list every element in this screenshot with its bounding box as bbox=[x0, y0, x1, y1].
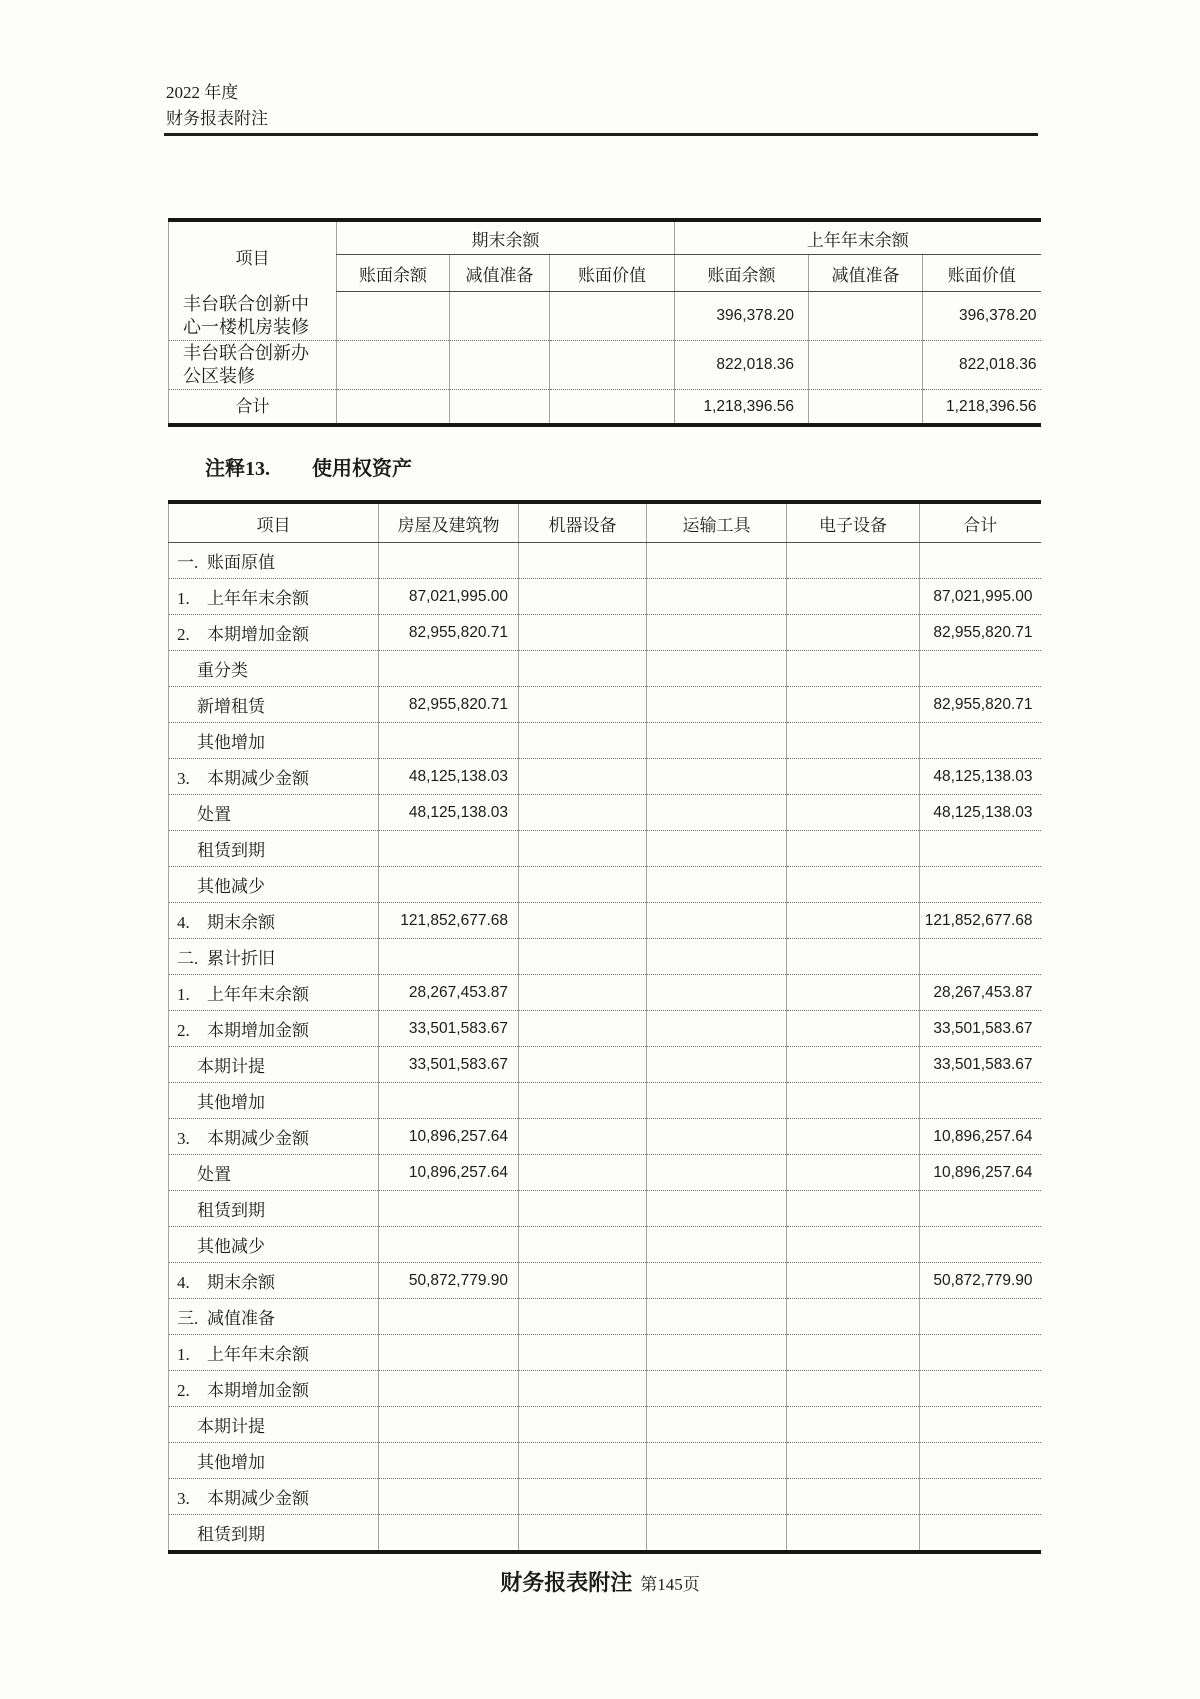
table-row bbox=[169, 1119, 1041, 1155]
column-header-book-balance: 账面余额 bbox=[675, 255, 809, 292]
row-label: 合计 bbox=[169, 390, 337, 426]
row-label-text: 上年年末余额 bbox=[207, 1345, 309, 1364]
table-row bbox=[169, 292, 1041, 341]
row-label-text: 减值准备 bbox=[207, 1309, 275, 1328]
amount-cell bbox=[379, 867, 519, 903]
row-number: 2. bbox=[177, 1021, 190, 1040]
footer-page-number: 第145页 bbox=[640, 1575, 700, 1594]
right-of-use-assets-table bbox=[168, 500, 1041, 1554]
amount-cell bbox=[450, 390, 550, 426]
table-row bbox=[169, 615, 1041, 651]
amount-cell: 10,896,257.64 bbox=[379, 1155, 519, 1191]
row-label-text: 本期减少金额 bbox=[207, 1129, 309, 1148]
table-row bbox=[169, 1443, 1041, 1479]
amount-cell bbox=[787, 1299, 920, 1335]
amount-cell: 10,896,257.64 bbox=[920, 1119, 1041, 1155]
amount-cell: 82,955,820.71 bbox=[379, 615, 519, 651]
amount-cell bbox=[647, 651, 787, 687]
table-row bbox=[169, 687, 1041, 723]
header-doc-title: 财务报表附注 bbox=[166, 109, 268, 128]
amount-cell: 28,267,453.87 bbox=[920, 975, 1041, 1011]
row-label bbox=[169, 1371, 379, 1407]
table-row bbox=[169, 795, 1041, 831]
amount-cell bbox=[787, 651, 920, 687]
amount-cell bbox=[519, 939, 647, 975]
column-header-book-value: 账面价值 bbox=[923, 255, 1041, 292]
amount-cell bbox=[647, 1191, 787, 1227]
amount-cell bbox=[519, 1407, 647, 1443]
row-label-text: 其他减少 bbox=[197, 877, 265, 896]
row-label-text: 其他增加 bbox=[197, 1093, 265, 1112]
amount-cell bbox=[809, 292, 923, 341]
table-row-total bbox=[169, 390, 1041, 426]
table-header-row bbox=[169, 220, 1041, 255]
row-label bbox=[169, 1227, 379, 1263]
row-label-text: 期末余额 bbox=[207, 913, 275, 932]
table-row bbox=[169, 867, 1041, 903]
row-label-text: 账面原值 bbox=[207, 553, 275, 572]
amount-cell bbox=[920, 831, 1041, 867]
amount-cell bbox=[787, 687, 920, 723]
table-row bbox=[169, 1335, 1041, 1371]
amount-cell: 87,021,995.00 bbox=[920, 579, 1041, 615]
amount-cell: 822,018.36 bbox=[675, 341, 809, 390]
summary-table-header bbox=[169, 220, 1041, 292]
row-label bbox=[169, 1407, 379, 1443]
row-label-text: 重分类 bbox=[197, 661, 248, 680]
row-label-text: 本期增加金额 bbox=[207, 625, 309, 644]
table-header-row bbox=[169, 502, 1041, 543]
amount-cell: 48,125,138.03 bbox=[920, 759, 1041, 795]
amount-cell bbox=[647, 1407, 787, 1443]
row-number: 三. bbox=[177, 1309, 199, 1328]
amount-cell bbox=[647, 867, 787, 903]
amount-cell bbox=[450, 292, 550, 341]
amount-cell bbox=[920, 939, 1041, 975]
column-header-machinery: 机器设备 bbox=[519, 502, 647, 543]
amount-cell bbox=[920, 1371, 1041, 1407]
column-group-ending-balance: 期末余额 bbox=[337, 220, 675, 255]
amount-cell bbox=[647, 1371, 787, 1407]
amount-cell bbox=[519, 867, 647, 903]
amount-cell: 33,501,583.67 bbox=[920, 1011, 1041, 1047]
column-header-book-balance: 账面余额 bbox=[337, 255, 450, 292]
amount-cell bbox=[920, 1191, 1041, 1227]
table-row bbox=[169, 975, 1041, 1011]
amount-cell bbox=[379, 1335, 519, 1371]
amount-cell bbox=[920, 1407, 1041, 1443]
row-label bbox=[169, 1011, 379, 1047]
amount-cell bbox=[550, 390, 675, 426]
amount-cell bbox=[519, 1299, 647, 1335]
amount-cell bbox=[379, 1407, 519, 1443]
note-title: 使用权资产 bbox=[312, 458, 412, 480]
amount-cell: 121,852,677.68 bbox=[920, 903, 1041, 939]
amount-cell bbox=[647, 543, 787, 579]
amount-cell bbox=[519, 1011, 647, 1047]
amount-cell bbox=[550, 341, 675, 390]
amount-cell bbox=[920, 1443, 1041, 1479]
amount-cell bbox=[450, 341, 550, 390]
column-header-item: 项目 bbox=[169, 502, 379, 543]
row-label: 丰台联合创新办公区装修 bbox=[169, 341, 337, 390]
amount-cell: 33,501,583.67 bbox=[379, 1011, 519, 1047]
amount-cell bbox=[920, 1227, 1041, 1263]
amount-cell bbox=[519, 1335, 647, 1371]
row-label-text: 处置 bbox=[197, 1165, 231, 1184]
amount-cell bbox=[787, 867, 920, 903]
header-rule bbox=[164, 133, 1038, 136]
row-label bbox=[169, 795, 379, 831]
table-row bbox=[169, 1407, 1041, 1443]
row-label bbox=[169, 1263, 379, 1299]
amount-cell bbox=[787, 543, 920, 579]
row-number: 3. bbox=[177, 769, 190, 788]
amount-cell bbox=[519, 831, 647, 867]
column-header-vehicles: 运输工具 bbox=[647, 502, 787, 543]
table-row bbox=[169, 1371, 1041, 1407]
note-heading bbox=[205, 452, 412, 481]
row-label bbox=[169, 831, 379, 867]
amount-cell bbox=[519, 903, 647, 939]
page-footer bbox=[0, 1566, 1200, 1597]
amount-cell bbox=[647, 1119, 787, 1155]
column-header-total: 合计 bbox=[920, 502, 1041, 543]
amount-cell bbox=[920, 867, 1041, 903]
amount-cell bbox=[647, 975, 787, 1011]
amount-cell bbox=[920, 1335, 1041, 1371]
amount-cell bbox=[519, 795, 647, 831]
row-label-text: 租赁到期 bbox=[197, 1201, 265, 1220]
row-label bbox=[169, 1047, 379, 1083]
amount-cell bbox=[337, 292, 450, 341]
amount-cell: 82,955,820.71 bbox=[920, 687, 1041, 723]
row-number: 二. bbox=[177, 949, 199, 968]
amount-cell bbox=[787, 1155, 920, 1191]
assets-table-body bbox=[169, 543, 1041, 1553]
amount-cell bbox=[787, 723, 920, 759]
column-header-impairment: 减值准备 bbox=[450, 255, 550, 292]
row-label bbox=[169, 759, 379, 795]
table-row bbox=[169, 723, 1041, 759]
amount-cell bbox=[379, 651, 519, 687]
amount-cell bbox=[787, 939, 920, 975]
table-row bbox=[169, 1299, 1041, 1335]
amount-cell bbox=[787, 1479, 920, 1515]
row-label-text: 本期增加金额 bbox=[207, 1381, 309, 1400]
table-row bbox=[169, 1263, 1041, 1299]
amount-cell bbox=[519, 1371, 647, 1407]
amount-cell bbox=[920, 543, 1041, 579]
page-header bbox=[166, 80, 268, 132]
amount-cell bbox=[379, 1479, 519, 1515]
amount-cell bbox=[647, 1479, 787, 1515]
amount-cell bbox=[647, 903, 787, 939]
amount-cell bbox=[647, 1227, 787, 1263]
amount-cell bbox=[647, 1515, 787, 1553]
amount-cell bbox=[519, 615, 647, 651]
table-row bbox=[169, 1227, 1041, 1263]
amount-cell bbox=[519, 1227, 647, 1263]
amount-cell bbox=[379, 831, 519, 867]
amount-cell: 82,955,820.71 bbox=[379, 687, 519, 723]
amount-cell bbox=[379, 543, 519, 579]
amount-cell bbox=[787, 579, 920, 615]
amount-cell: 48,125,138.03 bbox=[920, 795, 1041, 831]
amount-cell bbox=[787, 1335, 920, 1371]
amount-cell bbox=[550, 292, 675, 341]
amount-cell bbox=[647, 1155, 787, 1191]
amount-cell bbox=[519, 687, 647, 723]
amount-cell bbox=[647, 615, 787, 651]
amount-cell bbox=[379, 1227, 519, 1263]
amount-cell bbox=[519, 1119, 647, 1155]
amount-cell bbox=[519, 1047, 647, 1083]
row-number: 1. bbox=[177, 1345, 190, 1364]
amount-cell: 396,378.20 bbox=[923, 292, 1041, 341]
amount-cell bbox=[337, 341, 450, 390]
amount-cell bbox=[647, 1263, 787, 1299]
amount-cell bbox=[379, 939, 519, 975]
amount-cell bbox=[519, 1155, 647, 1191]
row-label bbox=[169, 1479, 379, 1515]
amount-cell bbox=[379, 1083, 519, 1119]
amount-cell: 28,267,453.87 bbox=[379, 975, 519, 1011]
row-label bbox=[169, 867, 379, 903]
column-group-prior-year-balance: 上年年末余额 bbox=[675, 220, 1041, 255]
row-number: 1. bbox=[177, 985, 190, 1004]
amount-cell: 50,872,779.90 bbox=[920, 1263, 1041, 1299]
row-label bbox=[169, 1083, 379, 1119]
amount-cell bbox=[519, 975, 647, 1011]
amount-cell bbox=[379, 1515, 519, 1553]
amount-cell bbox=[787, 1227, 920, 1263]
amount-cell bbox=[787, 1515, 920, 1553]
row-label bbox=[169, 1119, 379, 1155]
amount-cell bbox=[787, 1263, 920, 1299]
amount-cell bbox=[519, 759, 647, 795]
amount-cell: 10,896,257.64 bbox=[379, 1119, 519, 1155]
amount-cell bbox=[787, 1191, 920, 1227]
amount-cell bbox=[920, 1083, 1041, 1119]
amount-cell bbox=[337, 390, 450, 426]
table-row bbox=[169, 1047, 1041, 1083]
amount-cell bbox=[920, 1515, 1041, 1553]
column-header-book-value: 账面价值 bbox=[550, 255, 675, 292]
amount-cell bbox=[647, 1011, 787, 1047]
row-label bbox=[169, 579, 379, 615]
amount-cell bbox=[787, 831, 920, 867]
summary-table-body bbox=[169, 292, 1041, 426]
row-label bbox=[169, 615, 379, 651]
row-label-text: 本期增加金额 bbox=[207, 1021, 309, 1040]
row-label-text: 其他减少 bbox=[197, 1237, 265, 1256]
row-number: 3. bbox=[177, 1129, 190, 1148]
amount-cell: 822,018.36 bbox=[923, 341, 1041, 390]
amount-cell: 87,021,995.00 bbox=[379, 579, 519, 615]
amount-cell bbox=[647, 759, 787, 795]
row-label bbox=[169, 975, 379, 1011]
amount-cell: 48,125,138.03 bbox=[379, 795, 519, 831]
row-label-text: 本期计提 bbox=[197, 1057, 265, 1076]
row-label-text: 期末余额 bbox=[207, 1273, 275, 1292]
amount-cell bbox=[379, 1191, 519, 1227]
column-header-electronics: 电子设备 bbox=[787, 502, 920, 543]
table-row bbox=[169, 579, 1041, 615]
amount-cell bbox=[519, 723, 647, 759]
table-row bbox=[169, 1191, 1041, 1227]
table-row bbox=[169, 1083, 1041, 1119]
amount-cell bbox=[787, 1443, 920, 1479]
amount-cell bbox=[647, 1083, 787, 1119]
table-row bbox=[169, 1479, 1041, 1515]
amount-cell bbox=[647, 795, 787, 831]
row-label bbox=[169, 687, 379, 723]
row-label bbox=[169, 543, 379, 579]
amount-cell bbox=[787, 903, 920, 939]
amount-cell bbox=[647, 723, 787, 759]
row-label bbox=[169, 1443, 379, 1479]
column-header-item: 项目 bbox=[235, 249, 270, 269]
amount-cell bbox=[787, 1047, 920, 1083]
amount-cell bbox=[647, 579, 787, 615]
table-row bbox=[169, 759, 1041, 795]
table-row bbox=[169, 1011, 1041, 1047]
row-label-text: 本期计提 bbox=[197, 1417, 265, 1436]
footer-doc-title: 财务报表附注 bbox=[500, 1570, 633, 1595]
amount-cell bbox=[519, 1263, 647, 1299]
amount-cell bbox=[787, 1407, 920, 1443]
amount-cell: 50,872,779.90 bbox=[379, 1263, 519, 1299]
amount-cell bbox=[920, 723, 1041, 759]
table-row bbox=[169, 543, 1041, 579]
amount-cell bbox=[647, 939, 787, 975]
row-number: 3. bbox=[177, 1489, 190, 1508]
table-row bbox=[169, 1155, 1041, 1191]
row-label-text: 上年年末余额 bbox=[207, 985, 309, 1004]
amount-cell: 33,501,583.67 bbox=[920, 1047, 1041, 1083]
row-label: 丰台联合创新中心一楼机房装修 bbox=[183, 293, 309, 337]
amount-cell bbox=[920, 1479, 1041, 1515]
row-number: 一. bbox=[177, 553, 199, 572]
table-row bbox=[169, 831, 1041, 867]
row-number: 4. bbox=[177, 913, 190, 932]
amount-cell bbox=[920, 1299, 1041, 1335]
amount-cell bbox=[787, 795, 920, 831]
amount-cell bbox=[519, 1083, 647, 1119]
row-label-text: 其他增加 bbox=[197, 1453, 265, 1472]
row-label bbox=[169, 651, 379, 687]
row-number: 2. bbox=[177, 625, 190, 644]
amount-cell bbox=[787, 1119, 920, 1155]
header-year: 2022 年度 bbox=[166, 83, 239, 102]
row-number: 2. bbox=[177, 1381, 190, 1400]
amount-cell bbox=[809, 341, 923, 390]
amount-cell bbox=[519, 1515, 647, 1553]
amount-cell bbox=[787, 615, 920, 651]
table-row bbox=[169, 651, 1041, 687]
table-row bbox=[169, 903, 1041, 939]
row-label bbox=[169, 939, 379, 975]
amount-cell bbox=[379, 1443, 519, 1479]
amount-cell bbox=[519, 543, 647, 579]
amount-cell bbox=[647, 1047, 787, 1083]
table-row bbox=[169, 939, 1041, 975]
row-label-text: 上年年末余额 bbox=[207, 589, 309, 608]
amount-cell bbox=[809, 390, 923, 426]
amount-cell: 33,501,583.67 bbox=[379, 1047, 519, 1083]
amount-cell bbox=[519, 1443, 647, 1479]
row-label-text: 租赁到期 bbox=[197, 1525, 265, 1544]
row-label bbox=[169, 903, 379, 939]
row-number: 4. bbox=[177, 1273, 190, 1292]
amount-cell: 121,852,677.68 bbox=[379, 903, 519, 939]
amount-cell bbox=[920, 651, 1041, 687]
row-label-text: 本期减少金额 bbox=[207, 769, 309, 788]
row-label-text: 新增租赁 bbox=[197, 697, 265, 716]
amount-cell bbox=[647, 831, 787, 867]
row-label-text: 累计折旧 bbox=[207, 949, 275, 968]
amount-cell: 10,896,257.64 bbox=[920, 1155, 1041, 1191]
row-label bbox=[169, 1335, 379, 1371]
assets-table-header bbox=[169, 502, 1041, 543]
amount-cell bbox=[379, 1371, 519, 1407]
amount-cell bbox=[519, 651, 647, 687]
amount-cell: 1,218,396.56 bbox=[923, 390, 1041, 426]
amount-cell bbox=[379, 723, 519, 759]
amount-cell bbox=[647, 1335, 787, 1371]
amount-cell bbox=[519, 1191, 647, 1227]
row-label-text: 其他增加 bbox=[197, 733, 265, 752]
amount-cell bbox=[787, 1011, 920, 1047]
row-label-text: 处置 bbox=[197, 805, 231, 824]
amount-cell: 48,125,138.03 bbox=[379, 759, 519, 795]
amount-cell bbox=[787, 759, 920, 795]
row-number: 1. bbox=[177, 589, 190, 608]
column-header-impairment: 减值准备 bbox=[809, 255, 923, 292]
row-label-text: 租赁到期 bbox=[197, 841, 265, 860]
column-header-buildings: 房屋及建筑物 bbox=[379, 502, 519, 543]
amount-cell bbox=[787, 1371, 920, 1407]
table-row bbox=[169, 1515, 1041, 1553]
row-label bbox=[169, 1515, 379, 1553]
row-label bbox=[169, 1299, 379, 1335]
row-label bbox=[169, 1191, 379, 1227]
amount-cell bbox=[647, 1443, 787, 1479]
amount-cell bbox=[647, 1299, 787, 1335]
amount-cell bbox=[519, 579, 647, 615]
amount-cell bbox=[647, 687, 787, 723]
note-number: 注释13. bbox=[205, 458, 270, 480]
row-label bbox=[169, 1155, 379, 1191]
amount-cell: 396,378.20 bbox=[675, 292, 809, 341]
amount-cell bbox=[787, 1083, 920, 1119]
amount-cell: 1,218,396.56 bbox=[675, 390, 809, 426]
summary-table bbox=[168, 218, 1041, 427]
amount-cell bbox=[379, 1299, 519, 1335]
amount-cell: 82,955,820.71 bbox=[920, 615, 1041, 651]
row-label bbox=[169, 723, 379, 759]
amount-cell bbox=[787, 975, 920, 1011]
row-label-text: 本期减少金额 bbox=[207, 1489, 309, 1508]
amount-cell bbox=[519, 1479, 647, 1515]
table-row bbox=[169, 341, 1041, 390]
